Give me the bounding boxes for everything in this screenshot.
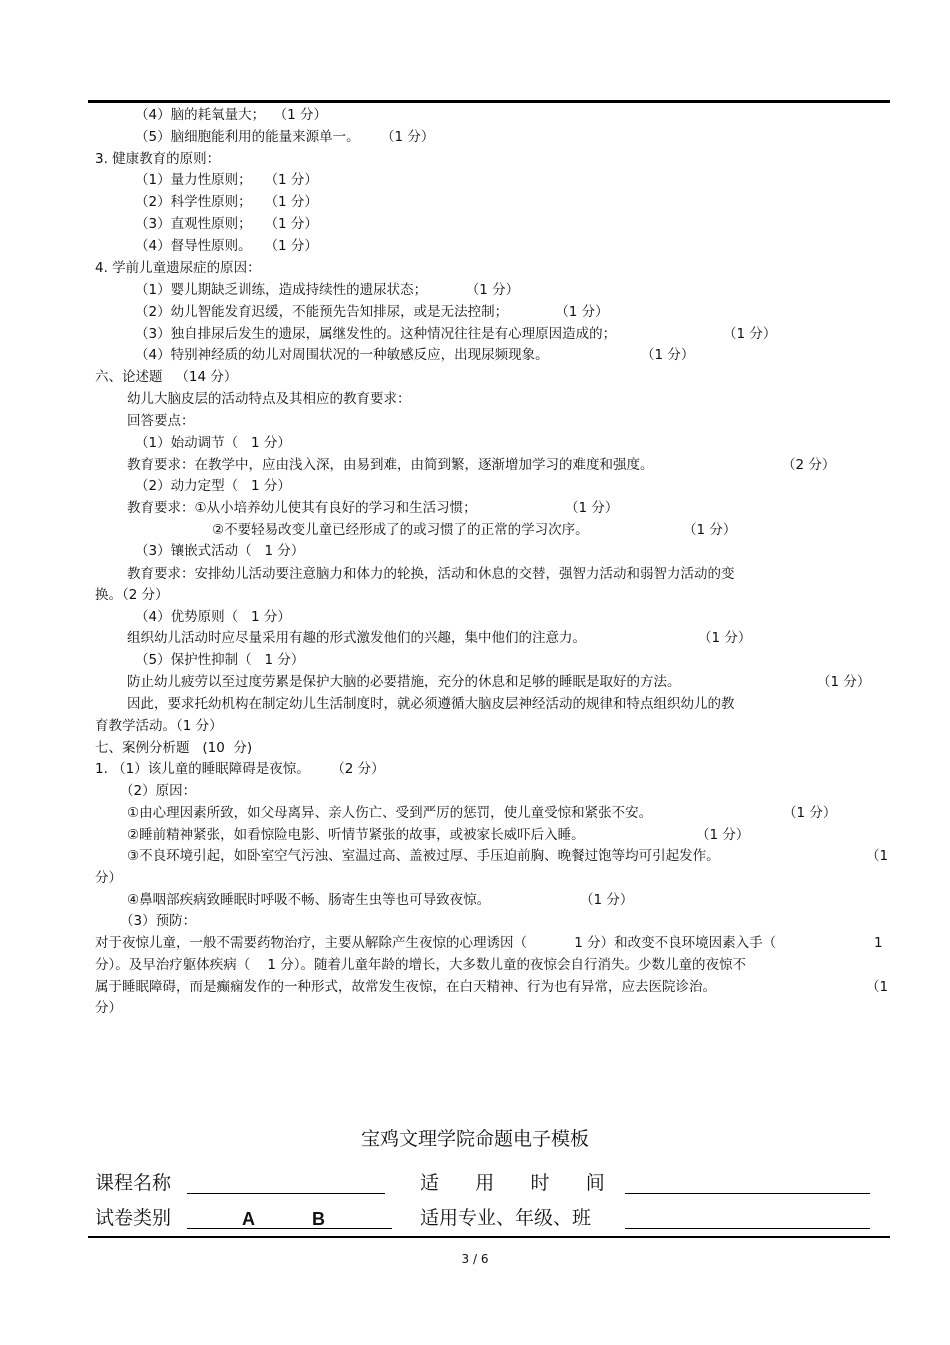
- text-line: ①由心理因素所致，如父母离异、亲人伤亡、受到严厉的惩罚，使儿童受惊和紧张不安。: [127, 805, 653, 821]
- text-line: （5）保护性抑制（ 1 分）: [135, 652, 305, 668]
- course-name-underline: [187, 1193, 385, 1194]
- text-line: ②不要轻易改变儿童已经形成了的或习惯了的正常的学习次序。: [212, 522, 589, 538]
- section-heading: 4. 学前儿童遗尿症的原因：: [95, 260, 261, 276]
- text-line: （3）直观性原则； （1 分）: [135, 216, 318, 232]
- text-line: （1）婴儿期缺乏训练，造成持续性的遗尿状态； （1 分）: [135, 282, 520, 298]
- section-heading: 七、案例分析题 (10 分): [95, 740, 253, 756]
- exam-type-a: A: [242, 1209, 255, 1229]
- section-heading: 六、论述题 （14 分）: [95, 369, 238, 385]
- score-label: （1 分）: [565, 500, 619, 516]
- score-label: （1 分）: [723, 326, 777, 342]
- text-line: 防止幼儿疲劳以至过度劳累是保护大脑的必要措施，充分的休息和足够的睡眠是取好的方法。: [127, 674, 681, 690]
- text-line: 属于睡眠障碍，而是癫痫发作的一种形式，故常发生夜惊，在白天精神、行为也有异常，应去医院诊治。: [95, 979, 716, 995]
- score-label: （1 分）: [683, 522, 737, 538]
- text-line: （4）督导性原则。 （1 分）: [135, 238, 318, 254]
- text-line: 对于夜惊儿童，一般不需要药物治疗，主要从解除产生夜惊的心理诱因（ 1 分）和改变不良环境因素入手（: [95, 935, 777, 951]
- text-line: （1）始动调节（ 1 分）: [135, 435, 291, 451]
- text-line: 1. （1）该儿童的睡眠障碍是夜惊。 （2 分）: [95, 761, 385, 777]
- exam-type-b: B: [312, 1209, 325, 1229]
- text-line: 分）: [95, 1000, 122, 1016]
- text-line: 教育要求：安排幼儿活动要注意脑力和体力的轮换，活动和休息的交替，强智力活动和弱智力活动的变: [127, 566, 735, 582]
- text-line: 育教学活动。（1 分）: [95, 718, 223, 734]
- major-grade-class-label: 适用专业、年级、班: [420, 1207, 592, 1229]
- text-line: 教育要求：在教学中，应由浅入深，由易到难，由简到繁，逐渐增加学习的难度和强度。: [127, 457, 654, 473]
- text-line: （4）特别神经质的幼儿对周围状况的一种敏感反应，出现尿频现象。: [135, 347, 549, 363]
- text-line: 回答要点：: [127, 413, 195, 429]
- page-number: 3 / 6: [461, 1252, 489, 1266]
- score-label: （1: [866, 979, 889, 995]
- text-line: 分）: [95, 870, 122, 886]
- text-line: （5）脑细胞能利用的能量来源单一。 （1 分）: [135, 129, 435, 145]
- text-line: （3）镶嵌式活动（ 1 分）: [135, 543, 305, 559]
- text-line: ③不良环境引起，如卧室空气污浊、室温过高、盖被过厚、手压迫前胸、晚餐过饱等均可引起发作。: [127, 848, 720, 864]
- text-line: 组织幼儿活动时应尽量采用有趣的形式激发他们的兴趣，集中他们的注意力。: [127, 630, 586, 646]
- text-line: （2）科学性原则； （1 分）: [135, 194, 318, 210]
- course-name-label: 课程名称: [95, 1172, 172, 1194]
- time-underline: [625, 1193, 870, 1194]
- text-line: （1）量力性原则； （1 分）: [135, 172, 318, 188]
- score-label: 1: [874, 935, 883, 951]
- template-title: 宝鸡文理学院命题电子模板: [360, 1128, 589, 1150]
- text-line: 分）。及早治疗躯体疾病（ 1 分）。随着儿童年龄的增长，大多数儿童的夜惊会自行消失。少数儿童的夜惊不: [95, 957, 747, 973]
- score-label: （1 分）: [641, 347, 695, 363]
- text-line: ②睡前精神紧张，如看惊险电影、听情节紧张的故事，或被家长威吓后入睡。: [127, 827, 585, 843]
- score-label: （1: [866, 848, 889, 864]
- text-line: （4）优势原则（ 1 分）: [135, 609, 291, 625]
- section-heading: 3. 健康教育的原则：: [95, 151, 221, 167]
- text-line: （2）幼儿智能发育迟缓，不能预先告知排尿，或是无法控制； （1 分）: [135, 304, 609, 320]
- exam-type-underline: [187, 1228, 392, 1229]
- question-text: 幼儿大脑皮层的活动特点及其相应的教育要求：: [127, 391, 411, 407]
- bottom-rule: [88, 1236, 890, 1238]
- time-label: 适 用 时 间: [420, 1172, 605, 1194]
- text-line: ④鼻咽部疾病致睡眠时呼吸不畅、肠寄生虫等也可导致夜惊。: [127, 892, 491, 908]
- text-line: （4）脑的耗氧量大； （1 分）: [135, 107, 328, 123]
- text-line: （2）动力定型（ 1 分）: [135, 478, 291, 494]
- exam-type-label: 试卷类别: [95, 1207, 172, 1229]
- score-label: （1 分）: [783, 805, 837, 821]
- major-underline: [625, 1228, 870, 1229]
- score-label: （2 分）: [782, 457, 836, 473]
- score-label: （1 分）: [696, 827, 750, 843]
- text-line: （3）独自排尿后发生的遗尿，属继发性的。这种情况往往是有心理原因造成的；: [135, 326, 617, 342]
- top-rule: [88, 100, 890, 103]
- text-line: （3）预防：: [120, 913, 197, 929]
- score-label: （1 分）: [580, 892, 634, 908]
- text-line: 教育要求：①从小培养幼儿使其有良好的学习和生活习惯；: [127, 500, 477, 516]
- text-line: 换。（2 分）: [95, 587, 169, 603]
- score-label: （1 分）: [698, 630, 752, 646]
- text-line: 因此，要求托幼机构在制定幼儿生活制度时，就必须遵循大脑皮层神经活动的规律和特点组织幼儿的教: [127, 696, 735, 712]
- text-line: （2）原因：: [120, 783, 197, 799]
- score-label: （1 分）: [817, 674, 871, 690]
